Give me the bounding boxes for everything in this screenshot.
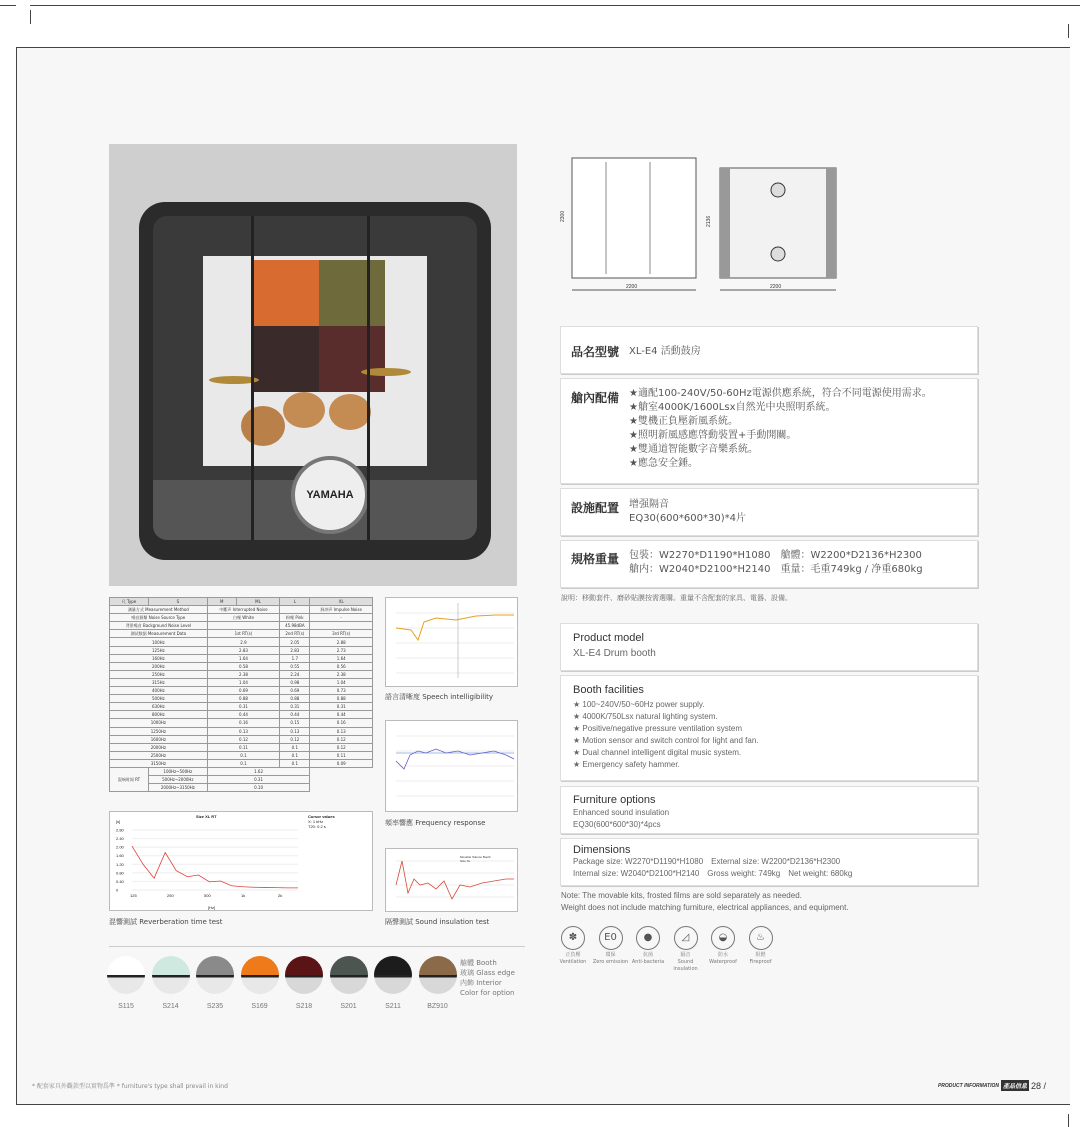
table-cell: 0.13 xyxy=(310,727,373,735)
feature-icon: ✽ xyxy=(561,926,585,950)
table-cell: 0.88 xyxy=(207,695,280,703)
table-cell: 400Hz xyxy=(110,687,208,695)
feature-icon: E0 xyxy=(599,926,623,950)
feature-label-cn: 阻燃 xyxy=(755,952,766,958)
side-panel xyxy=(720,168,730,278)
table-cell: 1.64 xyxy=(207,654,280,662)
feature-label xyxy=(591,952,631,966)
acoustic-panel xyxy=(319,326,385,392)
table-cell: 0.12 xyxy=(280,735,310,743)
freq-grid xyxy=(396,736,514,796)
cn-facilities-list xyxy=(629,387,932,471)
table-cell: 中斷声 Interrupted Noise xyxy=(207,606,280,614)
summary-value: 0.31 xyxy=(207,776,310,784)
table-cell: 125Hz xyxy=(110,646,208,654)
cn-spec-label: 規格重量 xyxy=(571,552,620,566)
rt-xunit: [Hz] xyxy=(208,905,216,910)
table-cell: 800Hz xyxy=(110,711,208,719)
acoustic-panel xyxy=(253,260,319,326)
table-cell: 0.73 xyxy=(310,687,373,695)
speech-chart xyxy=(385,597,518,687)
swatch-legend-line: 艙體 Booth xyxy=(460,959,497,967)
table-cell: 2.05 xyxy=(280,638,310,646)
feature-label-en: Anti-bacteria xyxy=(631,959,665,965)
table-cell: 白噪 White xyxy=(207,614,280,622)
color-swatch[interactable] xyxy=(419,956,457,994)
crop-mark xyxy=(1068,1114,1069,1127)
table-row xyxy=(110,759,373,767)
table-cell: 测试数据 Measurement Data xyxy=(110,630,208,638)
color-swatch[interactable] xyxy=(107,956,145,994)
table-cell: 0.1 xyxy=(280,751,310,759)
height-front: 2300 xyxy=(560,210,566,222)
table-cell: 2.88 xyxy=(310,638,373,646)
cn-furniture-list xyxy=(629,498,746,526)
rt-chart-title: Size XL RT xyxy=(196,814,217,819)
table-cell: 脉冲声 Impulse Noise xyxy=(310,606,373,614)
color-swatch[interactable] xyxy=(196,956,234,994)
en-facility-item: ★ Dual channel intelligent digital music system. xyxy=(573,748,742,757)
sound-caption: 隔聲測試 Sound insulation test xyxy=(385,918,490,926)
dim-top: 2200 xyxy=(770,284,782,290)
footer-brand-cn: 產品信息 xyxy=(1001,1080,1029,1091)
en-model-value: XL-E4 Drum booth xyxy=(573,648,656,659)
swatch-code: S211 xyxy=(385,1003,401,1010)
feature-icon: ◿ xyxy=(674,926,698,950)
feature-label-cn: 正負壓 xyxy=(565,952,581,958)
booth-interior xyxy=(153,216,477,540)
rt-cursor-line: T20: 0.2 s xyxy=(308,824,326,829)
en-furniture-item: EQ30(600*600*30)*4pcs xyxy=(573,820,661,829)
dim-front: 2200 xyxy=(626,284,638,290)
table-cell: 0.15 xyxy=(280,719,310,727)
table-cell: 2500Hz xyxy=(110,751,208,759)
feature-label xyxy=(628,952,668,966)
glass-frame xyxy=(251,216,254,540)
rt-ytick: 2.80 xyxy=(116,827,124,833)
feature-icon: ● xyxy=(636,926,660,950)
table-cell: 1.64 xyxy=(310,654,373,662)
color-swatch[interactable] xyxy=(241,956,279,994)
technical-drawing xyxy=(558,150,858,295)
feature-label-en: Waterproof xyxy=(709,959,737,965)
feature-icon: ◒ xyxy=(711,926,735,950)
fan-icon xyxy=(771,183,785,197)
table-cell: 0.58 xyxy=(207,662,280,670)
table-cell: 0.69 xyxy=(280,687,310,695)
table-row xyxy=(110,727,373,735)
sound-curve xyxy=(396,861,514,899)
cn-facilities-label: 艙內配備 xyxy=(571,391,620,405)
table-cell: 2.83 xyxy=(280,646,310,654)
table-cell: 1000Hz xyxy=(110,719,208,727)
table-cell: 0.1 xyxy=(280,743,310,751)
table-row xyxy=(110,670,373,678)
table-cell: 噪音源類 Noise Source Type xyxy=(110,614,208,622)
table-cell: 1st RT(s) xyxy=(207,630,280,638)
table-cell: 0.12 xyxy=(310,743,373,751)
front-view xyxy=(572,158,696,278)
feature-label xyxy=(741,952,781,966)
rt-xtick: 250 xyxy=(167,893,174,898)
cn-furniture-item: EQ30(600*600*30)*4片 xyxy=(629,513,746,524)
swatch-legend-line: Color for option xyxy=(460,989,515,997)
table-cell: 0.31 xyxy=(207,703,280,711)
en-dim-title: Dimensions xyxy=(573,844,631,856)
cn-note: 說明：移動套件、磨砂貼膜按需選購。重量不含配套的家具、電器、設備。 xyxy=(561,594,792,602)
feature-label-en: Ventilation xyxy=(559,959,587,965)
table-cell: 2.24 xyxy=(280,670,310,678)
swatch-code: S235 xyxy=(206,1003,224,1010)
table-cell xyxy=(280,606,310,614)
table-cell: 0.44 xyxy=(280,711,310,719)
color-swatch[interactable] xyxy=(285,956,323,994)
summary-band: 2000Hz~3150Hz xyxy=(148,784,207,792)
table-header-cell: ML xyxy=(236,598,280,606)
table-row xyxy=(110,703,373,711)
table-cell: 2000Hz xyxy=(110,743,208,751)
rt-cursor-line: X: 1 kHz xyxy=(308,819,324,824)
table-cell: 0.55 xyxy=(280,662,310,670)
table-header-cell: S xyxy=(148,598,207,606)
cn-spec-item: 艙内：W2040*D2100*H2140 重量：毛重749kg / 净重680kg xyxy=(629,564,923,575)
summary-value: 0.10 xyxy=(207,784,310,792)
table-cell: 0.56 xyxy=(310,662,373,670)
table-cell: 0.12 xyxy=(310,735,373,743)
bass-drum-logo: YAMAHA xyxy=(291,456,369,534)
table-cell: 2.73 xyxy=(310,646,373,654)
tom-drum xyxy=(329,394,371,430)
table-row xyxy=(110,743,373,751)
table-row xyxy=(110,646,373,654)
tom-drum xyxy=(283,392,325,428)
en-facilities-list xyxy=(573,699,759,771)
table-header xyxy=(110,598,373,606)
cn-facility-item: ★適配100-240V/50-60Hz電源供應系統，符合不同電源使用需求。 xyxy=(629,388,932,399)
crop-mark xyxy=(30,10,31,24)
table-cell: 160Hz xyxy=(110,654,208,662)
table-cell: 2.83 xyxy=(207,646,280,654)
side-panel xyxy=(826,168,836,278)
swatch-code: S169 xyxy=(251,1003,268,1010)
table-cell xyxy=(207,622,280,630)
table-row xyxy=(110,606,373,614)
swatch-code: S201 xyxy=(340,1003,357,1010)
table-cell: 0.98 xyxy=(280,678,310,686)
frequency-chart xyxy=(385,720,518,812)
footer-note: * 配套家具外觀款型以實物爲準 * furniture's type shall prevail in kind xyxy=(32,1083,228,1090)
en-facilities-title: Booth facilities xyxy=(573,684,644,696)
swatch-legend-line: 玻璃 Glass edge xyxy=(460,969,515,977)
reverberation-table xyxy=(109,597,373,792)
feature-label-cn: 環保 xyxy=(605,952,616,958)
table-row xyxy=(110,719,373,727)
cn-facility-item: ★雙通道智能數字音樂系統。 xyxy=(629,444,758,455)
swatch-legend xyxy=(460,958,515,998)
feature-label-en: Sound insulation xyxy=(673,959,698,972)
height-side: 2136 xyxy=(706,215,712,227)
table-cell: 1.7 xyxy=(280,654,310,662)
en-furniture-box xyxy=(560,786,978,834)
en-furniture-list xyxy=(573,807,669,831)
table-cell: 1.04 xyxy=(207,678,280,686)
table-cell: 0.11 xyxy=(310,751,373,759)
summary-band: 100Hz~500Hz xyxy=(148,767,207,775)
section-divider xyxy=(109,946,525,947)
rt-chart xyxy=(109,811,373,911)
sound-legend-line: Movable Silence Booth xyxy=(460,855,491,859)
table-row xyxy=(110,614,373,622)
table-cell: 315Hz xyxy=(110,678,208,686)
table-cell: 0.44 xyxy=(310,711,373,719)
color-swatch[interactable] xyxy=(330,956,368,994)
table-cell: 0.13 xyxy=(207,727,280,735)
rt-ytick: 2.00 xyxy=(116,844,124,850)
en-dim-box xyxy=(560,838,978,886)
sound-insulation-chart xyxy=(385,848,518,912)
table-cell: 0.88 xyxy=(280,695,310,703)
table-row xyxy=(110,630,373,638)
rt-cursor-title: Cursor values xyxy=(308,814,335,819)
footer-brand-en: PRODUCT INFORMATION xyxy=(937,1082,999,1089)
acoustic-panel xyxy=(319,260,385,326)
summary-band: 500Hz~2000Hz xyxy=(148,776,207,784)
tom-drum xyxy=(241,406,285,446)
table-cell: 0.11 xyxy=(207,743,280,751)
rt-caption: 混響測試 Reverberation time test xyxy=(109,918,223,926)
table-cell: 100Hz xyxy=(110,638,208,646)
feature-icon: ♨ xyxy=(749,926,773,950)
table-cell: - xyxy=(310,614,373,622)
table-header-cell: 尺 Type xyxy=(110,598,149,606)
table-header-cell: XL xyxy=(310,598,373,606)
table-row xyxy=(110,622,373,630)
rt-ytick: 0.40 xyxy=(116,878,124,884)
table-summary-row xyxy=(110,784,373,792)
table-cell: 測量方式 Measurement Method xyxy=(110,606,208,614)
fan-icon xyxy=(771,247,785,261)
cn-facilities-box xyxy=(560,378,978,484)
table-cell: 0.1 xyxy=(207,759,280,767)
feature-label-cn: 防水 xyxy=(717,952,728,958)
table-cell: 0.13 xyxy=(280,727,310,735)
table-row xyxy=(110,662,373,670)
feature-label-cn: 隔音 xyxy=(680,952,691,958)
rt-ytick: 1.20 xyxy=(116,861,124,867)
table-cell: 0.31 xyxy=(310,703,373,711)
en-facility-item: ★ 4000K/750Lsx natural lighting system. xyxy=(573,712,718,721)
table-cell: 0.16 xyxy=(207,719,280,727)
table-cell: 200Hz xyxy=(110,662,208,670)
cn-spec-box xyxy=(560,540,978,588)
cn-model-value: XL-E4 活動鼓房 xyxy=(629,346,701,357)
rt-ytick: 0 xyxy=(116,887,119,893)
summary-value: 1.62 xyxy=(207,767,310,775)
table-cell: 0.1 xyxy=(207,751,280,759)
en-dim-list xyxy=(573,856,852,880)
feature-label-cn: 抗菌 xyxy=(642,952,653,958)
cn-model-label: 品名型號 xyxy=(571,345,620,359)
table-cell: 3rd RT(s) xyxy=(310,630,373,638)
crop-mark xyxy=(0,5,16,6)
swatch-code: BZ910 xyxy=(427,1003,448,1010)
speech-grid xyxy=(396,613,514,673)
table-cell: 1600Hz xyxy=(110,735,208,743)
page-number: 28 / xyxy=(1030,1080,1046,1091)
acoustic-panel xyxy=(253,326,319,392)
table-cell: 0.12 xyxy=(207,735,280,743)
feature-label xyxy=(666,952,706,973)
rt-xtick: 2k xyxy=(278,893,283,898)
table-row xyxy=(110,735,373,743)
table-header-cell: M xyxy=(207,598,236,606)
color-swatch[interactable] xyxy=(152,956,190,994)
rt-xtick: 500 xyxy=(204,893,211,898)
table-cell: 630Hz xyxy=(110,703,208,711)
table-cell: 1250Hz xyxy=(110,727,208,735)
table-cell: 2.38 xyxy=(310,670,373,678)
table-cell: 250Hz xyxy=(110,670,208,678)
cn-facility-item: ★雙機正負壓新風系統。 xyxy=(629,416,738,427)
table-row xyxy=(110,678,373,686)
cn-furniture-label: 設施配置 xyxy=(571,501,620,515)
feature-label xyxy=(553,952,593,966)
back-wall xyxy=(203,256,427,466)
cn-spec-item: 包裝：W2270*D1190*H1080 艙體：W2200*D2136*H2300 xyxy=(629,550,922,561)
table-row xyxy=(110,695,373,703)
rt-ytick: 0.80 xyxy=(116,870,124,876)
en-note xyxy=(561,890,849,914)
table-row xyxy=(110,711,373,719)
summary-label: 混响时间 RT xyxy=(110,767,149,791)
color-swatch[interactable] xyxy=(374,956,412,994)
table-cell: 0.44 xyxy=(207,711,280,719)
feature-label xyxy=(703,952,743,966)
crop-mark xyxy=(1068,24,1069,38)
table-header-cell: L xyxy=(280,598,310,606)
table-cell: 45.98dBA xyxy=(280,622,310,630)
frequency-caption: 頻率響應 Frequency response xyxy=(385,819,486,827)
table-cell xyxy=(310,622,373,630)
table-cell: 0.69 xyxy=(207,687,280,695)
rt-ytick: 1.60 xyxy=(116,853,124,859)
en-facilities-box xyxy=(560,675,978,781)
cn-furniture-item: 增强隔音 xyxy=(629,499,669,510)
swatch-legend-line: 内飾 Interior xyxy=(460,979,502,987)
table-row xyxy=(110,638,373,646)
table-cell: 0.31 xyxy=(280,703,310,711)
table-cell: 0.16 xyxy=(310,719,373,727)
table-cell: 背景噪音 Background Noise Level xyxy=(110,622,208,630)
table-row xyxy=(110,687,373,695)
table-cell: 0.88 xyxy=(310,695,373,703)
table-row xyxy=(110,654,373,662)
speech-caption: 語言清晰度 Speech intelligibility xyxy=(385,693,494,701)
swatch-code: S115 xyxy=(118,1003,134,1010)
swatch-code: S218 xyxy=(295,1003,313,1010)
footer-brand xyxy=(938,1080,1046,1091)
rt-ytick: 2.40 xyxy=(116,836,124,842)
en-facility-item: ★ Motion sensor and switch control for light and fan. xyxy=(573,736,759,745)
feature-label-en: Zero emission xyxy=(592,959,629,965)
booth-photo xyxy=(109,144,517,586)
cn-facility-item: ★艙室4000K/1600Lsx自然光中央照明系統。 xyxy=(629,402,836,413)
table-row xyxy=(110,751,373,759)
en-dim-item: Internal size: W2040*D2100*H2140 Gross weight: 749kg Net weight: 680kg xyxy=(573,869,853,878)
en-dim-item: Package size: W2270*D1190*H1080 External size: W2200*D2136*H2300 xyxy=(573,857,841,866)
rt-yunit: [s] xyxy=(116,819,121,824)
cn-model-box xyxy=(560,326,978,374)
feature-label-en: Fireproof xyxy=(749,959,772,965)
table-cell: 2.38 xyxy=(207,670,280,678)
en-furniture-item: Enhanced sound insulation xyxy=(573,808,670,817)
rt-xtick: 1k xyxy=(241,893,246,898)
en-facility-item: ★ 100~240V/50~60Hz power supply. xyxy=(573,700,705,709)
table-cell: 1.04 xyxy=(310,678,373,686)
en-model-title: Product model xyxy=(573,632,644,644)
cn-facility-item: ★照明新風感應啓動裝置+手動開關。 xyxy=(629,430,797,441)
booth-shell xyxy=(139,202,491,560)
en-facility-item: ★ Emergency safety hammer. xyxy=(573,760,680,769)
table-summary-row xyxy=(110,776,373,784)
sound-legend-line: Size XL xyxy=(460,859,471,863)
glass-frame xyxy=(367,216,370,540)
table-cell: 粉噪 Pink xyxy=(280,614,310,622)
en-note-line: Note: The movable kits, frosted films are sold separately as needed. xyxy=(561,891,802,900)
table-summary-row xyxy=(110,767,373,775)
rt-xtick: 125 xyxy=(130,893,137,898)
en-model-box xyxy=(560,623,978,671)
cn-furniture-box xyxy=(560,488,978,536)
en-facility-item: ★ Positive/negative pressure ventilation system xyxy=(573,724,743,733)
en-furniture-title: Furniture options xyxy=(573,794,656,806)
en-note-line: Weight does not include matching furniture, electrical appliances, and equipment. xyxy=(561,903,849,912)
cn-spec-list xyxy=(629,549,923,577)
swatch-code: S214 xyxy=(162,1003,179,1010)
table-cell: 500Hz xyxy=(110,695,208,703)
table-cell: 3150Hz xyxy=(110,759,208,767)
table-cell: 2.9 xyxy=(207,638,280,646)
cn-facility-item: ★應急安全錘。 xyxy=(629,458,698,469)
table-cell: 0.1 xyxy=(280,759,310,767)
crop-mark xyxy=(30,5,1080,6)
table-cell: 0.09 xyxy=(310,759,373,767)
table-cell: 2nd RT(s) xyxy=(280,630,310,638)
